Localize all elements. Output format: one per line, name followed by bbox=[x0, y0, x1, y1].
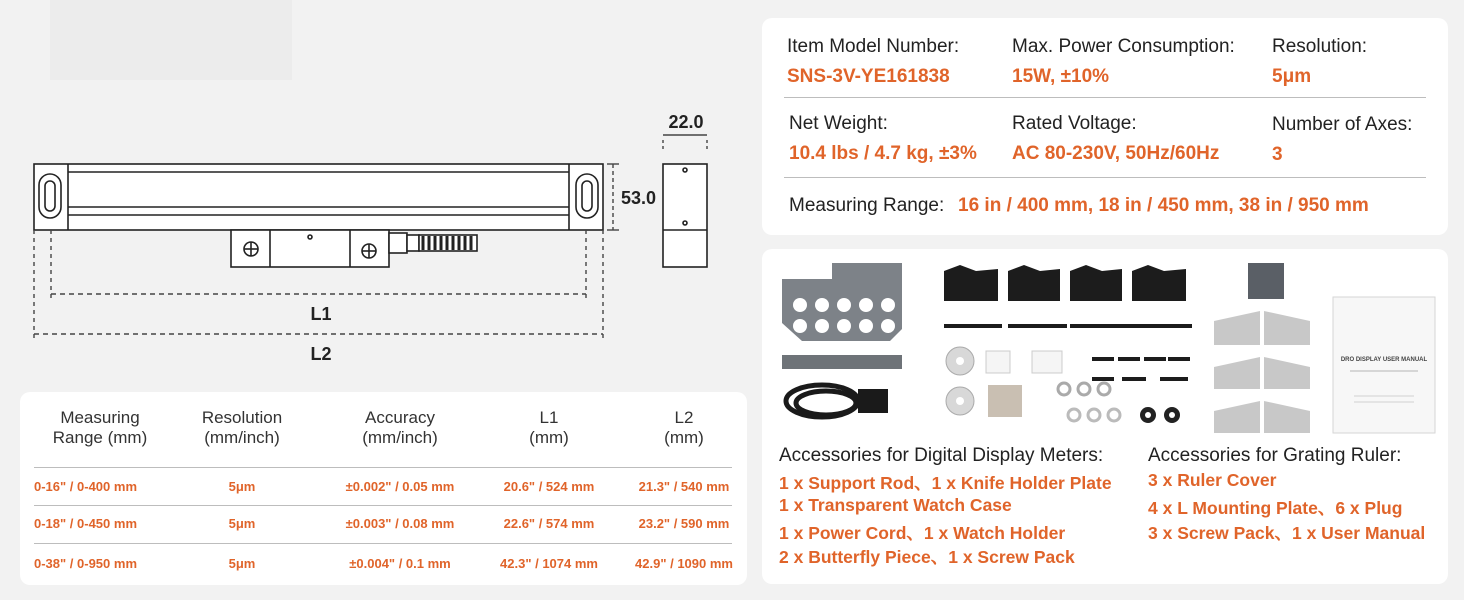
list-item: 1 x Transparent Watch Case bbox=[779, 495, 1012, 515]
meters-accessories-title: Accessories for Digital Display Meters: bbox=[779, 445, 1104, 466]
header-line: (mm/inch) bbox=[204, 428, 280, 447]
header-line: (mm) bbox=[529, 428, 569, 447]
weight-label: Net Weight: bbox=[789, 113, 888, 134]
table-cell-resolution: 5μm bbox=[228, 556, 256, 571]
table-cell-l2: 21.3" / 540 mm bbox=[638, 479, 730, 494]
header-line: L1 bbox=[539, 408, 559, 427]
support-rod-image bbox=[782, 355, 902, 369]
width-dimension-label: 22.0 bbox=[668, 112, 704, 132]
model-value: SNS-3V-YE161838 bbox=[787, 66, 950, 87]
list-item: 1 x Power Cord、1 x Watch Holder bbox=[779, 523, 1066, 543]
header-line: Measuring bbox=[60, 408, 140, 427]
l1-dimension-label: L1 bbox=[310, 304, 332, 324]
header-line: Accuracy bbox=[365, 408, 435, 427]
table-cell-l2: 23.2" / 590 mm bbox=[638, 516, 730, 531]
resolution-value: 5μm bbox=[1272, 66, 1312, 87]
manual-title: DRO DISPLAY USER MANUAL bbox=[1340, 357, 1428, 363]
table-divider bbox=[34, 467, 732, 468]
transparent-watch-case-image bbox=[988, 385, 1022, 417]
header-line: (mm/inch) bbox=[362, 428, 438, 447]
ruler-covers-image bbox=[1214, 311, 1310, 433]
table-cell-resolution: 5μm bbox=[228, 479, 256, 494]
table-cell-l1: 22.6" / 574 mm bbox=[503, 516, 595, 531]
voltage-label: Rated Voltage: bbox=[1012, 113, 1137, 134]
header-line: (mm) bbox=[664, 428, 704, 447]
cable-clips-image bbox=[986, 351, 1062, 373]
power-cord-image bbox=[786, 385, 858, 417]
accessories-card bbox=[762, 249, 1448, 584]
list-item: 1 x Support Rod、1 x Knife Holder Plate bbox=[779, 473, 1112, 493]
dimension-diagram bbox=[0, 0, 760, 385]
list-item: 4 x L Mounting Plate、6 x Plug bbox=[1148, 498, 1403, 518]
axes-value: 3 bbox=[1272, 144, 1283, 165]
header-accuracy bbox=[330, 408, 470, 448]
table-cell-l1: 20.6" / 524 mm bbox=[503, 479, 595, 494]
mounting-plates-image bbox=[944, 265, 1186, 301]
watch-holder-image bbox=[1248, 263, 1284, 299]
knife-holder-plate-image bbox=[782, 263, 902, 341]
table-cell-resolution: 5μm bbox=[228, 516, 256, 531]
list-item: 3 x Ruler Cover bbox=[1148, 470, 1277, 490]
table-cell-accuracy: ±0.002" / 0.05 mm bbox=[345, 479, 455, 494]
header-l2 bbox=[625, 408, 743, 448]
ruler-accessories-title: Accessories for Grating Ruler: bbox=[1148, 445, 1402, 466]
header-line: L2 bbox=[674, 408, 694, 427]
power-plug-image bbox=[858, 389, 888, 413]
header-line: Resolution bbox=[201, 408, 283, 427]
height-dimension-label: 53.0 bbox=[621, 188, 657, 208]
info-divider bbox=[784, 97, 1426, 98]
range-value: 16 in / 400 mm, 18 in / 450 mm, 38 in / 950 mm bbox=[958, 195, 1369, 216]
table-cell-range: 0-38" / 0-950 mm bbox=[34, 556, 137, 571]
user-manual-image bbox=[1333, 297, 1435, 433]
grating-ruler-side-view bbox=[663, 164, 707, 267]
l2-dimension-label: L2 bbox=[310, 344, 332, 364]
range-label: Measuring Range: bbox=[789, 195, 945, 216]
list-item: 3 x Screw Pack、1 x User Manual bbox=[1148, 523, 1426, 543]
weight-value: 10.4 lbs / 4.7 kg, ±3% bbox=[789, 143, 977, 164]
faint-block bbox=[50, 0, 292, 80]
technical-drawing bbox=[0, 0, 760, 385]
grating-ruler-front-view bbox=[34, 164, 603, 267]
power-value: 15W, ±10% bbox=[1012, 66, 1110, 87]
voltage-value: AC 80-230V, 50Hz/60Hz bbox=[1012, 143, 1220, 164]
header-l1 bbox=[490, 408, 608, 448]
power-label: Max. Power Consumption: bbox=[1012, 36, 1235, 57]
header-resolution bbox=[180, 408, 304, 448]
table-cell-l2: 42.9" / 1090 mm bbox=[635, 556, 733, 571]
info-divider bbox=[784, 177, 1426, 178]
product-info-card bbox=[762, 18, 1448, 235]
table-divider bbox=[34, 505, 732, 506]
list-item: 2 x Butterfly Piece、1 x Screw Pack bbox=[779, 547, 1075, 567]
spec-table-card bbox=[20, 392, 747, 585]
table-cell-range: 0-18" / 0-450 mm bbox=[34, 516, 137, 531]
model-label: Item Model Number: bbox=[787, 36, 960, 57]
header-line: Range (mm) bbox=[52, 428, 148, 447]
table-cell-range: 0-16" / 0-400 mm bbox=[34, 479, 137, 494]
table-cell-accuracy: ±0.004" / 0.1 mm bbox=[349, 556, 451, 571]
header-measuring-range bbox=[30, 408, 170, 448]
table-divider bbox=[34, 543, 732, 544]
table-cell-l1: 42.3" / 1074 mm bbox=[500, 556, 598, 571]
screws-image bbox=[944, 326, 1192, 379]
resolution-label: Resolution: bbox=[1272, 36, 1368, 57]
accessories-photo bbox=[762, 249, 1448, 439]
cable-spring bbox=[423, 236, 471, 250]
table-cell-accuracy: ±0.003" / 0.08 mm bbox=[345, 516, 455, 531]
axes-label: Number of Axes: bbox=[1272, 114, 1413, 135]
